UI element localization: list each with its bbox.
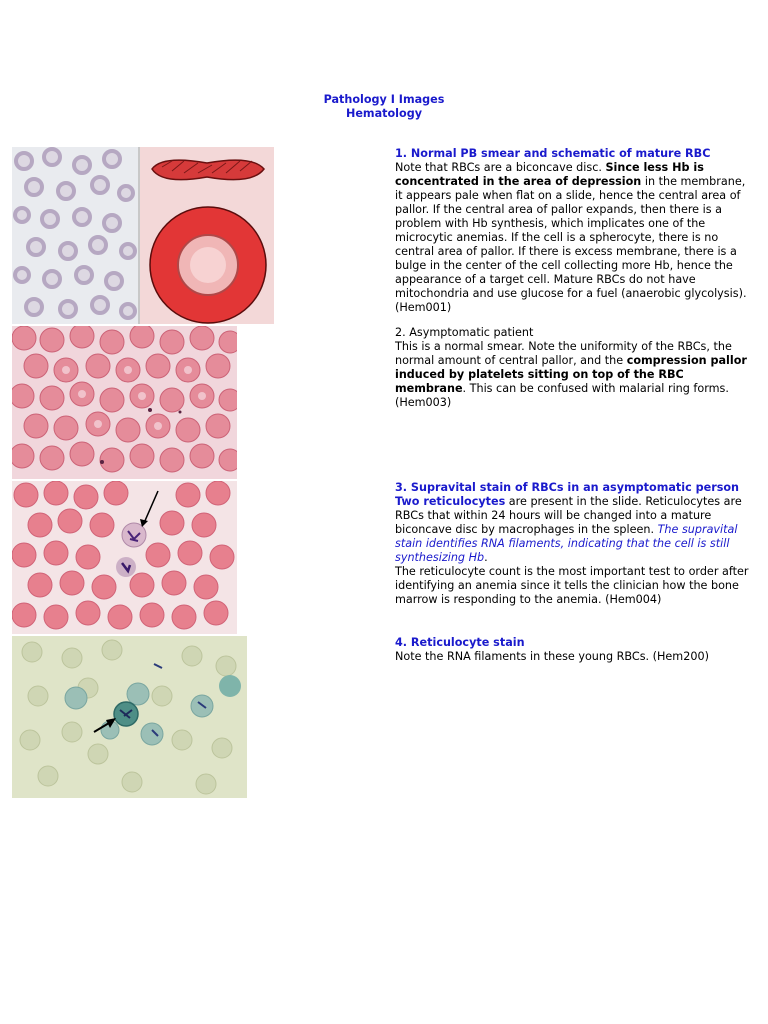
caption-3-text-b: .	[484, 551, 488, 564]
page-subtitle: Hematology	[345, 107, 422, 120]
caption-1	[395, 147, 755, 315]
page-title: Pathology I Images	[323, 93, 445, 106]
caption-3-heading: 3. Supravital stain of RBCs in an asymptomatic person	[395, 481, 740, 494]
caption-1-text-a: Note that RBCs are a biconcave disc.	[395, 161, 606, 174]
caption-2-heading: 2. Asymptomatic patient	[395, 326, 534, 339]
caption-1-bold: Since less Hb is concentrated in the area of depression	[395, 161, 704, 188]
caption-2-bold: compression pallor induced by platelets sitting on top of the RBC membrane	[395, 354, 747, 395]
caption-3-italic: The supravital stain identifies RNA filaments, indicating that the cell is still synthesizing Hb	[395, 523, 738, 564]
caption-2-text-a: This is a normal smear. Note the uniformity of the RBCs, the normal amount of central pallor, and the	[395, 340, 732, 367]
rbc-smear-schematic-image	[12, 147, 274, 324]
caption-3-text-c: The reticulocyte count is the most important test to order after identifying an anemia since it tells the clinician how the bone marrow is responding to the anemia. (Hem004)	[395, 565, 749, 606]
supravital-stain-image	[12, 481, 237, 634]
caption-4	[395, 636, 755, 664]
normal-smear-image	[12, 326, 237, 479]
caption-1-heading: 1. Normal PB smear and schematic of mature RBC	[395, 147, 711, 160]
caption-4-text: Note the RNA filaments in these young RBCs. (Hem200)	[395, 650, 709, 663]
caption-2	[395, 326, 755, 410]
caption-1-text-b: in the membrane, it appears pale when flat on a slide, hence the central area of pallor. If the central area of pallor expands, then there is a problem with Hb synthesis, which implicates one of the microcytic anemias. If the cell is a spherocyte, there is no central area of pallor. If there is excess membrane, there is a bulge in the center of the cell collecting more Hb, hence the appearance of a target cell. Mature RBCs do not have mitochondria and use glucose for a fuel (anaerobic glycolysis). (Hem001)	[395, 175, 747, 314]
caption-4-heading: 4. Reticulocyte stain	[395, 636, 525, 649]
caption-3-bold: Two reticulocytes	[395, 495, 506, 508]
caption-3	[395, 481, 755, 607]
caption-2-text-b: . This can be confused with malarial ring forms. (Hem003)	[395, 382, 729, 409]
reticulocyte-stain-image	[12, 636, 247, 798]
caption-3-text-a: are present in the slide. Reticulocytes are RBCs that within 24 hours will be changed into a mature biconcave disc by macrophages in the spleen.	[395, 495, 742, 536]
